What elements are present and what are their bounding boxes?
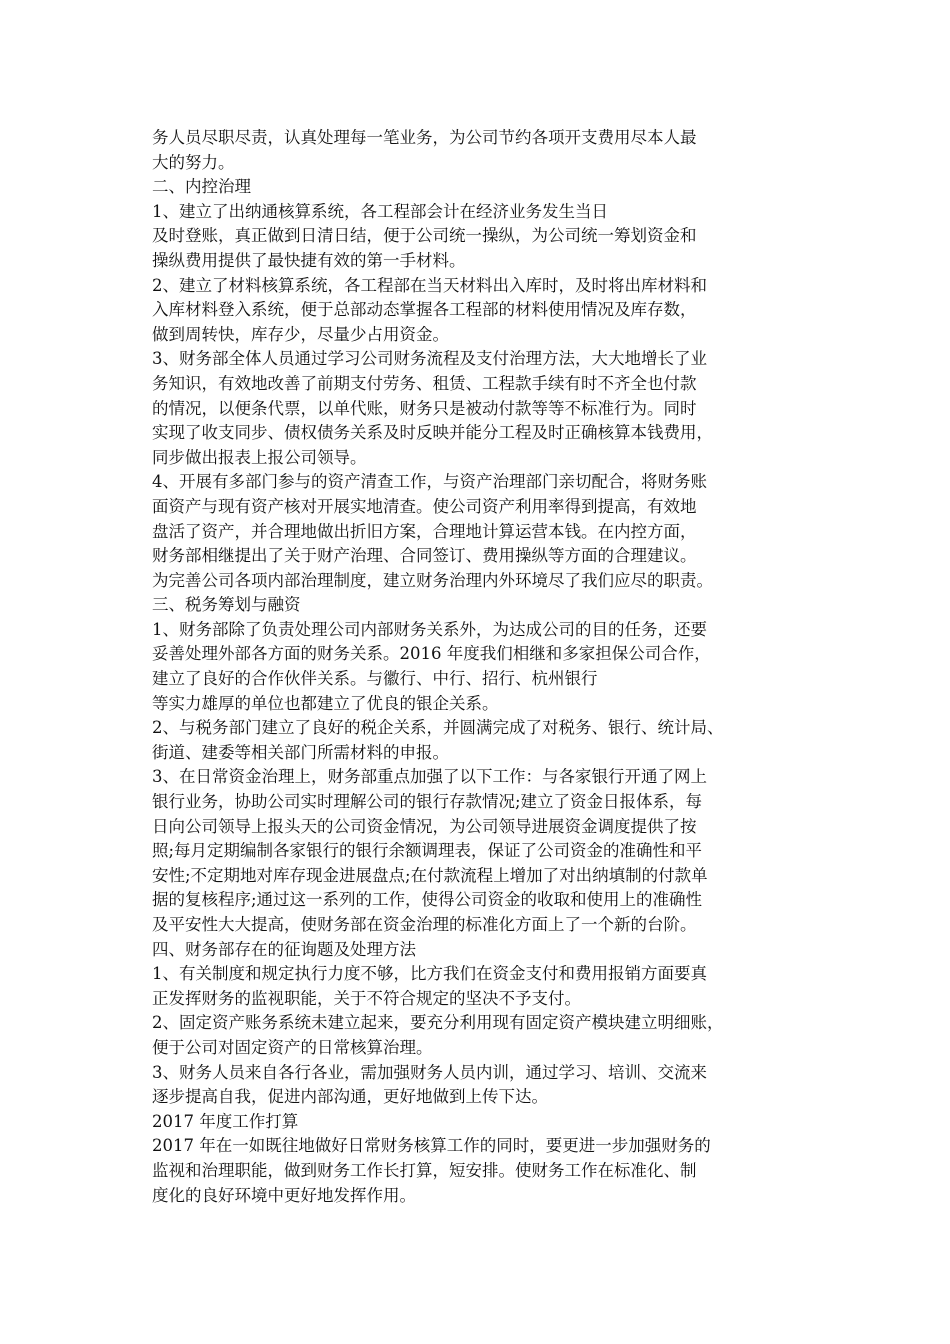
text-line: 务知识，有效地改善了前期支付劳务、租赁、工程款手续有时不齐全也付款 xyxy=(152,373,697,393)
text-line: 妥善处理外部各方面的财务关系。2016 年度我们相继和多家担保公司合作， xyxy=(152,644,711,664)
text-line: 及时登账，真正做到日清日结，便于公司统一操纵，为公司统一筹划资金和 xyxy=(152,226,697,246)
text-line: 安性;不定期地对库存现金进展盘点;在付款流程上增加了对出纳填制的付款单 xyxy=(152,865,708,885)
text-line: 银行业务，协助公司实时理解公司的银行存款情况;建立了资金日报体系，每 xyxy=(152,792,703,812)
text-line: 2、固定资产账务系统未建立起来，要充分利用现有固定资产模块建立明细账， xyxy=(152,1013,724,1033)
text-line: 务人员尽职尽责，认真处理每一笔业务，为公司节约各项开支费用尽本人最 xyxy=(152,128,697,147)
text-line: 入库材料登入系统，便于总部动态掌握各工程部的材料使用情况及库存数， xyxy=(152,300,697,320)
text-line: 正发挥财务的监视职能，关于不符合规定的坚决不予支付。 xyxy=(152,988,581,1008)
text-line: 日向公司领导上报头天的公司资金情况，为公司领导进展资金调度提供了按 xyxy=(152,816,697,836)
text-line: 的情况，以便条代票，以单代账，财务只是被动付款等等不标准行为。同时 xyxy=(152,398,697,418)
text-line: 据的复核程序;通过这一系列的工作，使得公司资金的收取和使用上的准确性 xyxy=(152,890,703,910)
text-line: 3、财务部全体人员通过学习公司财务流程及支付治理方法，大大地增长了业 xyxy=(152,349,707,369)
text-line: 便于公司对固定资产的日常核算治理。 xyxy=(152,1037,433,1057)
text-line: 三、税务筹划与融资 xyxy=(152,595,301,615)
text-line: 度化的良好环境中更好地发挥作用。 xyxy=(152,1185,416,1205)
text-line: 面资产与现有资产核对开展实地清查。使公司资产利用率得到提高，有效地 xyxy=(152,496,697,516)
text-line: 做到周转快，库存少，尽量少占用资金。 xyxy=(152,324,449,344)
text-line: 2、建立了材料核算系统，各工程部在当天材料出入库时，及时将出库材料和 xyxy=(152,275,707,295)
text-line: 大的努力。 xyxy=(152,152,235,172)
text-line: 二、内控治理 xyxy=(152,177,251,197)
text-line: 操纵费用提供了最快捷有效的第一手材料。 xyxy=(152,250,466,270)
text-line: 2017 年在一如既往地做好日常财务核算工作的同时，要更进一步加强财务的 xyxy=(152,1136,711,1156)
text-line: 3、财务人员来自各行各业，需加强财务人员内训，通过学习、培训、交流来 xyxy=(152,1062,707,1082)
text-line: 监视和治理职能，做到财务工作长打算，短安排。使财务工作在标准化、制 xyxy=(152,1160,697,1180)
text-line: 2、与税务部门建立了良好的税企关系，并圆满完成了对税务、银行、统计局、 xyxy=(152,718,724,738)
text-line: 照;每月定期编制各家银行的银行余额调理表，保证了公司资金的准确性和平 xyxy=(152,841,703,861)
text-line: 实现了收支同步、债权债务关系及时反映并能分工程及时正确核算本钱费用， xyxy=(152,423,713,443)
text-line: 等实力雄厚的单位也都建立了优良的银企关系。 xyxy=(152,693,499,713)
text-line: 同步做出报表上报公司领导。 xyxy=(152,447,367,467)
text-line: 为完善公司各项内部治理制度，建立财务治理内外环境尽了我们应尽的职责。 xyxy=(152,570,713,590)
document-body xyxy=(152,126,812,1208)
text-line: 财务部相继提出了关于财产治理、合同签订、费用操纵等方面的合理建议。 xyxy=(152,546,697,566)
text-line: 1、建立了出纳通核算系统，各工程部会计在经济业务发生当日 xyxy=(152,201,608,221)
text-line: 建立了良好的合作伙伴关系。与徽行、中行、招行、杭州银行 xyxy=(152,669,598,689)
text-line: 及平安性大大提高，使财务部在资金治理的标准化方面上了一个新的台阶。 xyxy=(152,915,697,934)
text-line: 2017 年度工作打算 xyxy=(152,1111,299,1131)
text-line: 1、有关制度和规定执行力度不够，比方我们在资金支付和费用报销方面要真 xyxy=(152,964,707,984)
text-line: 1、财务部除了负责处理公司内部财务关系外，为达成公司的目的任务，还要 xyxy=(152,619,707,639)
text-line: 街道、建委等相关部门所需材料的申报。 xyxy=(152,742,449,762)
text-line: 4、开展有多部门参与的资产清查工作，与资产治理部门亲切配合，将财务账 xyxy=(152,472,707,492)
text-line: 逐步提高自我，促进内部沟通，更好地做到上传下达。 xyxy=(152,1087,548,1107)
text-line: 盘活了资产，并合理地做出折旧方案，合理地计算运营本钱。在内控方面， xyxy=(152,521,697,541)
text-line: 四、财务部存在的征询题及处理方法 xyxy=(152,939,416,959)
text-line: 3、在日常资金治理上，财务部重点加强了以下工作：与各家银行开通了网上 xyxy=(152,767,707,787)
